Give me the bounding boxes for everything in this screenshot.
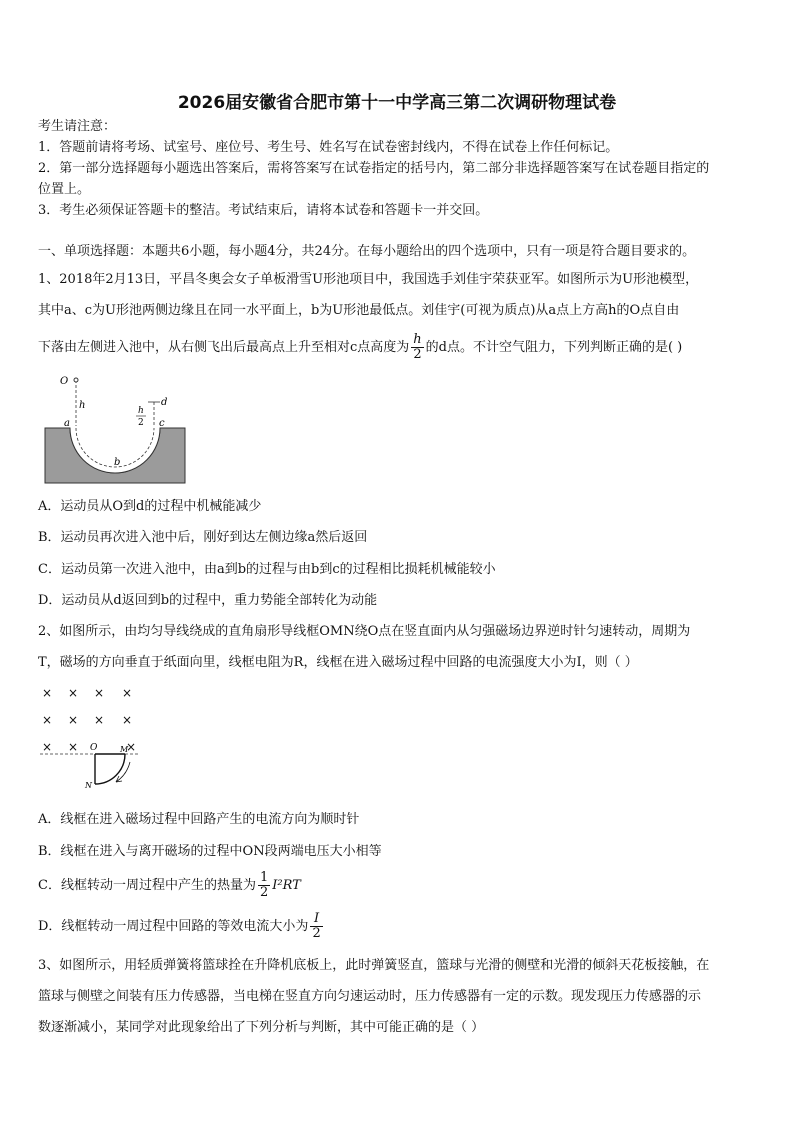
notice-heading: 考生请注意： [38,119,117,134]
edge-arc [95,754,125,784]
q2-option-a: A．线框在进入磁场过程中回路产生的电流方向为顺时针 [38,812,360,827]
label-n: N [85,781,92,790]
page-title: 2026届安徽省合肥市第十一中学高三第二次调研物理试卷 [177,93,617,113]
q2-option-c [38,870,760,902]
label-h2-num: h [138,406,144,416]
label-c: c [159,418,165,429]
q1-frac-num: h [413,332,422,347]
notice-item-3: 3．考生必须保证答题卡的整洁。考试结束后，请将本试卷和答题卡一并交回。 [38,203,489,218]
field-x-mark: × [122,713,133,727]
sector-frame-svg [40,686,150,790]
q1-fraction [411,333,423,362]
label-h: h [79,400,86,411]
field-x-mark: × [42,713,53,727]
q2-line-2: T，磁场的方向垂直于纸面向里，线框电阻为R，线框在进入磁场过程中回路的电流强度大小为I，则（ ） [38,655,638,670]
field-x-mark: × [68,740,79,754]
label-b: b [114,457,121,468]
q1-line-3b: 的d点。不计空气阻力，下列判断正确的是( ) [425,340,683,355]
q1-line-3 [38,333,760,363]
label-m: M [120,745,129,754]
label-d: d [161,397,168,408]
field-x-mark: × [94,686,105,700]
q2-option-b: B．线框在进入与离开磁场的过程中ON段两端电压大小相等 [38,844,382,859]
notice-item-2: 2．第一部分选择题每小题选出答案后，需将答案写在试卷指定的括号内，第二部分非选择题答案写在试卷题目指定的 [38,161,710,176]
q3-line-3: 数逐渐减小，某同学对此现象给出了下列分析与判断，其中可能正确的是（ ） [38,1020,485,1035]
label-h2-den: 2 [138,418,144,428]
q2-d-frac-num: I [310,912,322,927]
field-x-mark: × [68,686,79,700]
field-x-mark: × [68,713,79,727]
q1-line-1: 1、2018年2月13日，平昌冬奥会女子单板滑雪U形池项目中，我国选手刘佳宇荣获亚军。如图所示为U形池模型， [38,272,699,287]
q1-line-2: 其中a、c为U形池两侧边缘且在同一水平面上，b为U形池最低点。刘佳宇(可视为质点)从a点上方高h的O点自由 [38,303,680,318]
field-x-mark: × [42,740,53,754]
field-x-mark: × [42,686,53,700]
label-o: O [90,743,98,753]
q2-line-1: 2、如图所示，由均匀导线绕成的直角扇形导线框OMN绕O点在竖直面内从匀强磁场边界逆时针匀速转动，周期为 [38,624,691,639]
q1-option-a: A．运动员从O到d的过程中机械能减少 [38,499,262,514]
q1-line-3a: 下落由左侧进入池中，从右侧飞出后最高点上升至相对c点高度为 [38,340,410,355]
q2-d-frac-den: 2 [312,926,321,941]
notice-item-1: 1．答题前请将考场、试室号、座位号、考生号、姓名写在试卷密封线内，不得在试卷上作任何标记。 [38,140,619,155]
q2-c-frac-num: 1 [259,870,269,885]
q1-option-c: C．运动员第一次进入池中，由a到b的过程与由b到c的过程相比损耗机械能较小 [38,562,496,577]
magnetic-field-figure [40,686,150,790]
point-o-marker [74,378,78,382]
q2-option-d-frac [310,912,322,941]
u-pool-figure [40,368,200,488]
q2-option-c-post: I²RT [272,878,301,893]
notice-item-2-cont: 位置上。 [38,182,91,197]
q2-option-d-pre: D．线框转动一周过程中回路的等效电流大小为 [38,919,309,934]
field-x-mark: × [94,713,105,727]
q1-frac-den: 2 [413,347,422,362]
field-x-mark: × [126,740,137,754]
q2-option-c-pre: C．线框转动一周过程中产生的热量为 [38,878,256,893]
section-heading: 一、单项选择题：本题共6小题，每小题4分，共24分。在每小题给出的四个选项中，只有一项是符合题目要求的。 [38,244,696,259]
q2-option-c-frac [258,871,270,900]
q2-c-frac-den: 2 [259,885,269,900]
q1-option-b: B．运动员再次进入池中后，刚好到达左侧边缘a然后返回 [38,530,368,545]
q2-option-d [38,910,760,944]
field-x-mark: × [122,686,133,700]
label-o: O [60,376,69,387]
label-a: a [64,418,70,429]
q3-line-1: 3、如图所示，用轻质弹簧将篮球拴在升降机底板上，此时弹簧竖直，篮球与光滑的侧壁和光滑的倾斜天花板接触，在 [38,958,710,973]
q3-line-2: 篮球与侧壁之间装有压力传感器，当电梯在竖直方向匀速运动时，压力传感器有一定的示数。现发现压力传感器的示 [38,989,702,1004]
q1-option-d: D．运动员从d返回到b的过程中，重力势能全部转化为动能 [38,593,378,608]
